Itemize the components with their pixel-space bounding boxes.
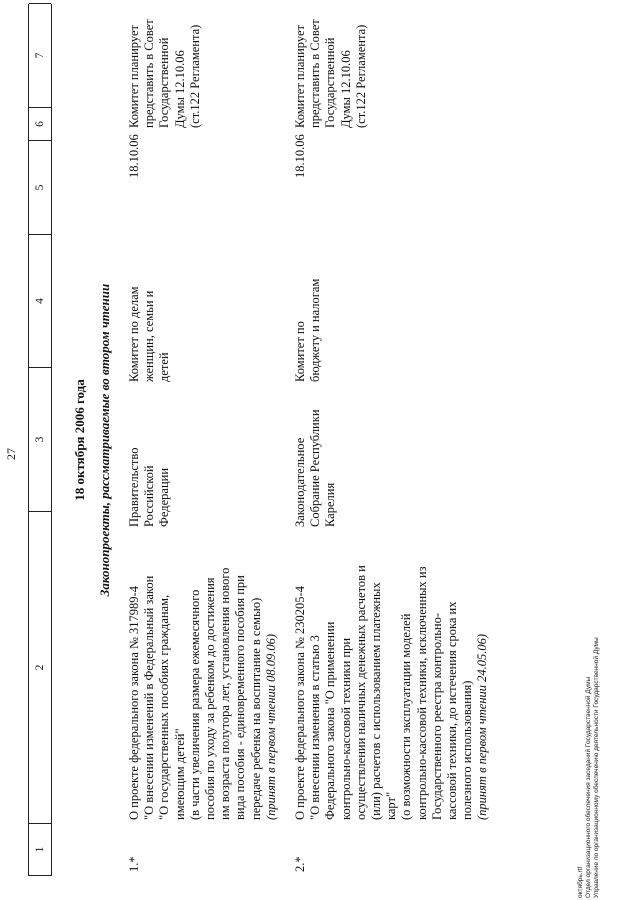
bill-line: им возраста полутора лет, установления нового <box>218 567 233 820</box>
note-line: (ст.122 Регламента) <box>353 24 368 128</box>
bill-line: (в части увеличения размера ежемесячного <box>187 589 202 820</box>
committee-line: Комитет по <box>293 321 307 382</box>
committee-line: бюджету и налогам <box>308 278 323 382</box>
footer-department: Отдел организационного обеспечения заседаний Государственной Думы <box>585 676 592 898</box>
initiator <box>127 448 173 527</box>
initiator-line: Карелия <box>323 482 338 527</box>
bill-line: Государственного реестра контрольно- <box>429 612 444 820</box>
bill-line: (о возможности эксплуатации моделей <box>399 613 414 820</box>
bill-line: "О внесении изменения в статью 3 <box>308 635 323 820</box>
bill-line: осуществлении наличных денежных расчетов и <box>353 565 368 820</box>
bill-line: полезного использования) <box>460 680 475 820</box>
initiator-line: Федерации <box>157 467 172 527</box>
footer-directorate: Управление по организационному обеспечению деятельности Государственной Думы <box>593 637 600 898</box>
column-number-header <box>28 4 52 876</box>
bill-first-reading-note: (принят в первом чтении 08.09.06) <box>263 633 278 820</box>
footer-filename: октябрь.rtf <box>577 866 584 898</box>
column-number-1: 1 <box>29 823 51 875</box>
review-date: 18.10.06 <box>127 134 141 178</box>
row-note <box>127 19 203 128</box>
note-line: Думы 12.10.06 <box>172 50 187 128</box>
bill-line: О проекте федерального закона № 317989-4 <box>127 586 141 820</box>
initiator-line: Собрание Республики <box>308 409 323 527</box>
page-number: 27 <box>4 448 18 460</box>
bill-line: "О внесении изменений в Федеральный закон <box>142 575 157 820</box>
column-number-5: 5 <box>29 140 51 234</box>
note-line: Комитет планирует <box>127 25 141 128</box>
note-line: Государственной <box>323 37 338 128</box>
committee-line: Комитет по делам <box>127 286 141 382</box>
review-date: 18.10.06 <box>293 134 307 178</box>
bill-line: кассовой техники, до истечения срока их <box>445 601 460 820</box>
committee-line: женщин, семьи и <box>142 290 157 382</box>
initiator <box>293 409 339 527</box>
bill-line: вида пособия - единовременного пособия при <box>233 575 248 820</box>
note-line: (ст.122 Регламента) <box>187 24 202 128</box>
bill-description <box>293 565 491 820</box>
responsible-committee <box>127 286 173 382</box>
initiator-line: Правительство <box>127 447 141 527</box>
committee-line: детей <box>157 352 172 382</box>
bill-line: контрольно-кассовой техники, исключенных из <box>414 566 429 820</box>
column-number-2: 2 <box>29 511 51 823</box>
column-number-4: 4 <box>29 234 51 367</box>
note-line: представить в Совет <box>142 19 157 128</box>
bill-line: имеющим детей" <box>172 728 187 820</box>
row-note <box>293 19 369 128</box>
document-footer <box>577 637 601 898</box>
bill-line: Федерального закона "О применении <box>323 621 338 820</box>
date-heading: 18 октября 2006 года <box>72 379 87 501</box>
column-number-3: 3 <box>29 367 51 511</box>
bill-first-reading-note: (принят в первом чтении 24.05.06) <box>475 633 490 820</box>
responsible-committee <box>293 279 323 382</box>
section-heading: Законопроекты, рассматриваемые во втором чтении <box>97 283 112 597</box>
initiator-line: Российской <box>142 465 157 527</box>
note-line: Государственной <box>157 37 172 128</box>
bill-line: О проекте федерального закона № 230205-4 <box>293 586 307 820</box>
row-number: 2.* <box>293 856 307 872</box>
bill-description <box>127 568 279 820</box>
bill-line: передаче ребенка на воспитание в семью) <box>248 597 263 820</box>
bill-line: пособия по уходу за ребенком до достижения <box>203 577 218 820</box>
note-line: представить в Совет <box>308 19 323 128</box>
bill-line: "О государственных пособиях гражданам, <box>157 594 172 820</box>
bill-line: контрольно-кассовой техники при <box>338 637 353 820</box>
bill-line: карт" <box>384 791 399 820</box>
note-line: Думы 12.10.06 <box>338 50 353 128</box>
column-number-7: 7 <box>29 3 51 107</box>
column-number-6: 6 <box>29 107 51 140</box>
note-line: Комитет планирует <box>293 25 307 128</box>
initiator-line: Законодательное <box>293 437 307 527</box>
row-number: 1.* <box>127 856 141 872</box>
bill-line: (или) расчетов с использованием платежных <box>369 582 384 820</box>
